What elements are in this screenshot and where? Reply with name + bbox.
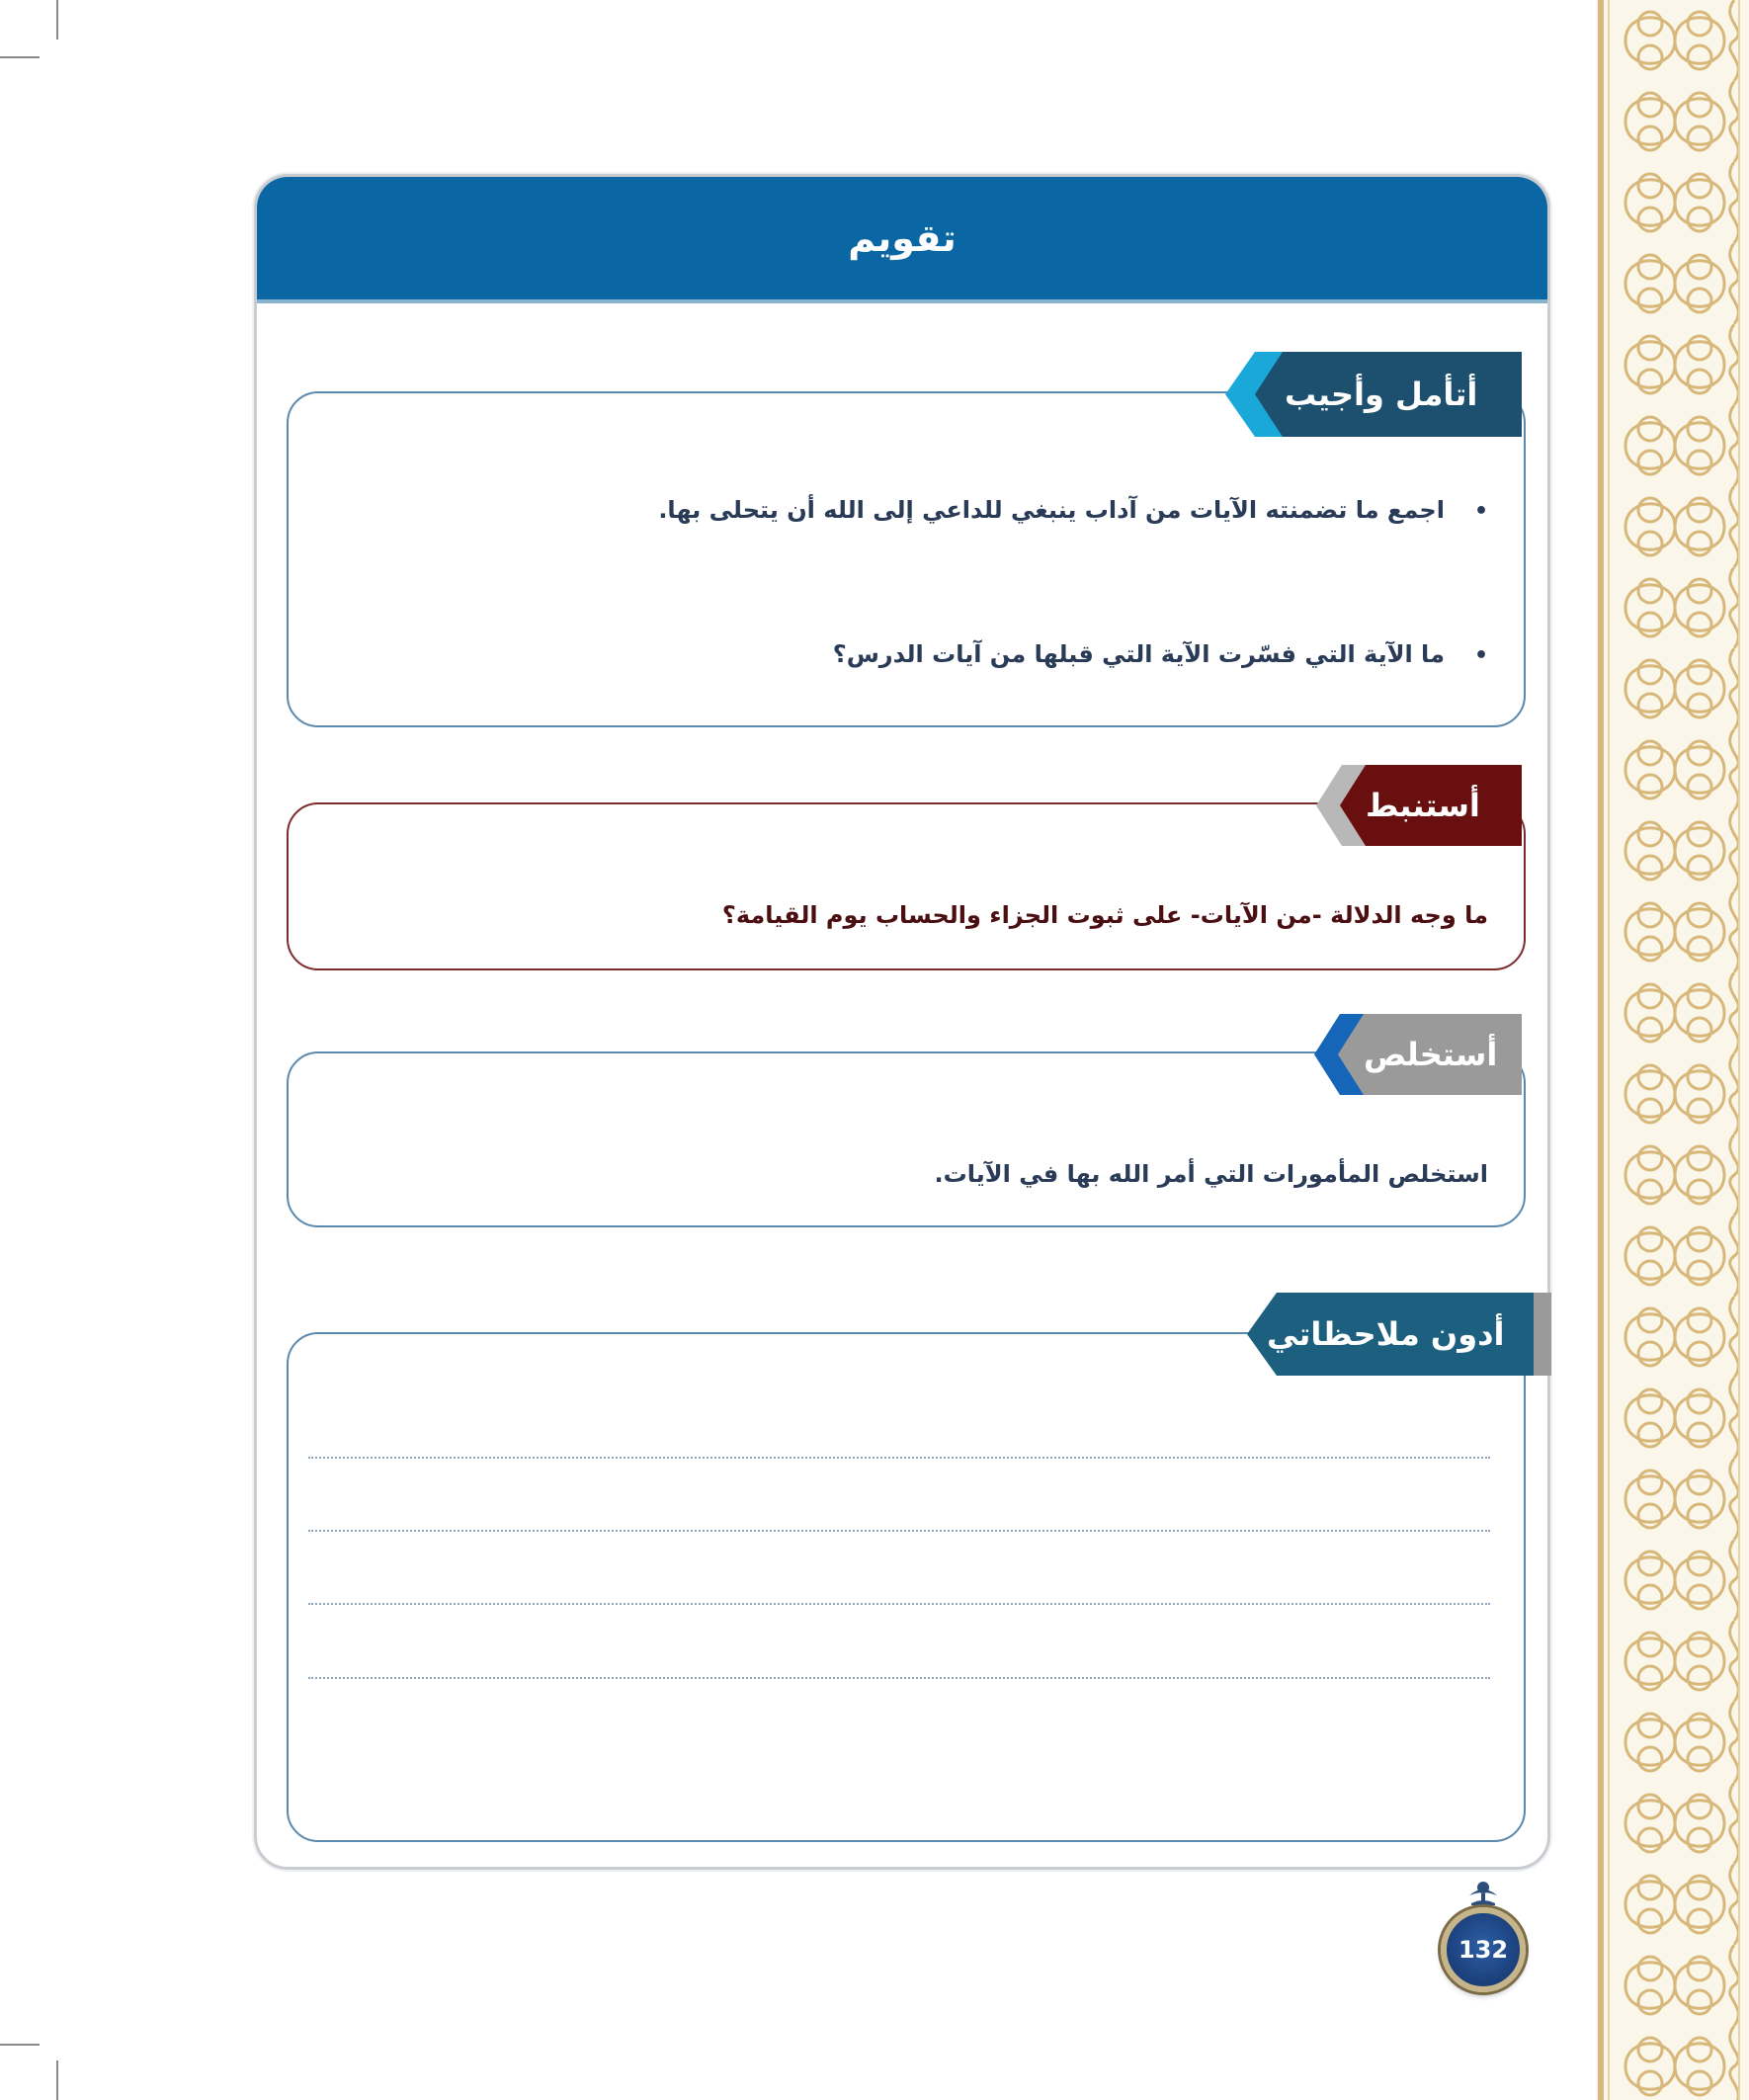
reflect-section <box>287 391 1526 727</box>
note-line[interactable] <box>308 1677 1490 1679</box>
page-title: تقويم <box>848 216 957 260</box>
note-line[interactable] <box>308 1457 1490 1459</box>
notes-section <box>287 1332 1526 1842</box>
crop-mark <box>0 2044 40 2046</box>
page-number: 132 <box>1441 1907 1526 1992</box>
extract-tab-label: أستخلص <box>1364 1036 1498 1073</box>
crop-mark <box>56 0 58 40</box>
deduce-tab-label: أستنبط <box>1366 787 1480 824</box>
bullet-icon: • <box>1473 499 1488 524</box>
crest-icon <box>1463 1876 1503 1909</box>
crop-mark <box>56 2060 58 2100</box>
card-header <box>257 177 1547 303</box>
reflect-tab <box>1225 352 1522 437</box>
note-line[interactable] <box>308 1603 1490 1605</box>
extract-question: استخلص المأمورات التي أمر الله بها في الآيات. <box>934 1160 1488 1188</box>
reflect-question-2: •ما الآية التي فسّرت الآية التي قبلها من آيات الدرس؟ <box>832 640 1488 668</box>
deduce-question: ما وجه الدلالة -من الآيات- على ثبوت الجزاء والحساب يوم القيامة؟ <box>721 901 1488 929</box>
deduce-tab <box>1316 765 1522 846</box>
ornament-border <box>1596 0 1749 2100</box>
reflect-tab-label: أتأمل وأجيب <box>1285 376 1478 413</box>
note-line[interactable] <box>308 1530 1490 1532</box>
extract-tab <box>1314 1014 1522 1095</box>
reflect-question-1: •اجمع ما تضمنته الآيات من آداب ينبغي للداعي إلى الله أن يتحلى بها. <box>658 496 1488 524</box>
notes-tab-label: أدون ملاحظاتي <box>1267 1315 1505 1353</box>
bullet-icon: • <box>1473 643 1488 668</box>
notes-tab <box>1247 1293 1551 1376</box>
crop-mark <box>0 56 40 58</box>
